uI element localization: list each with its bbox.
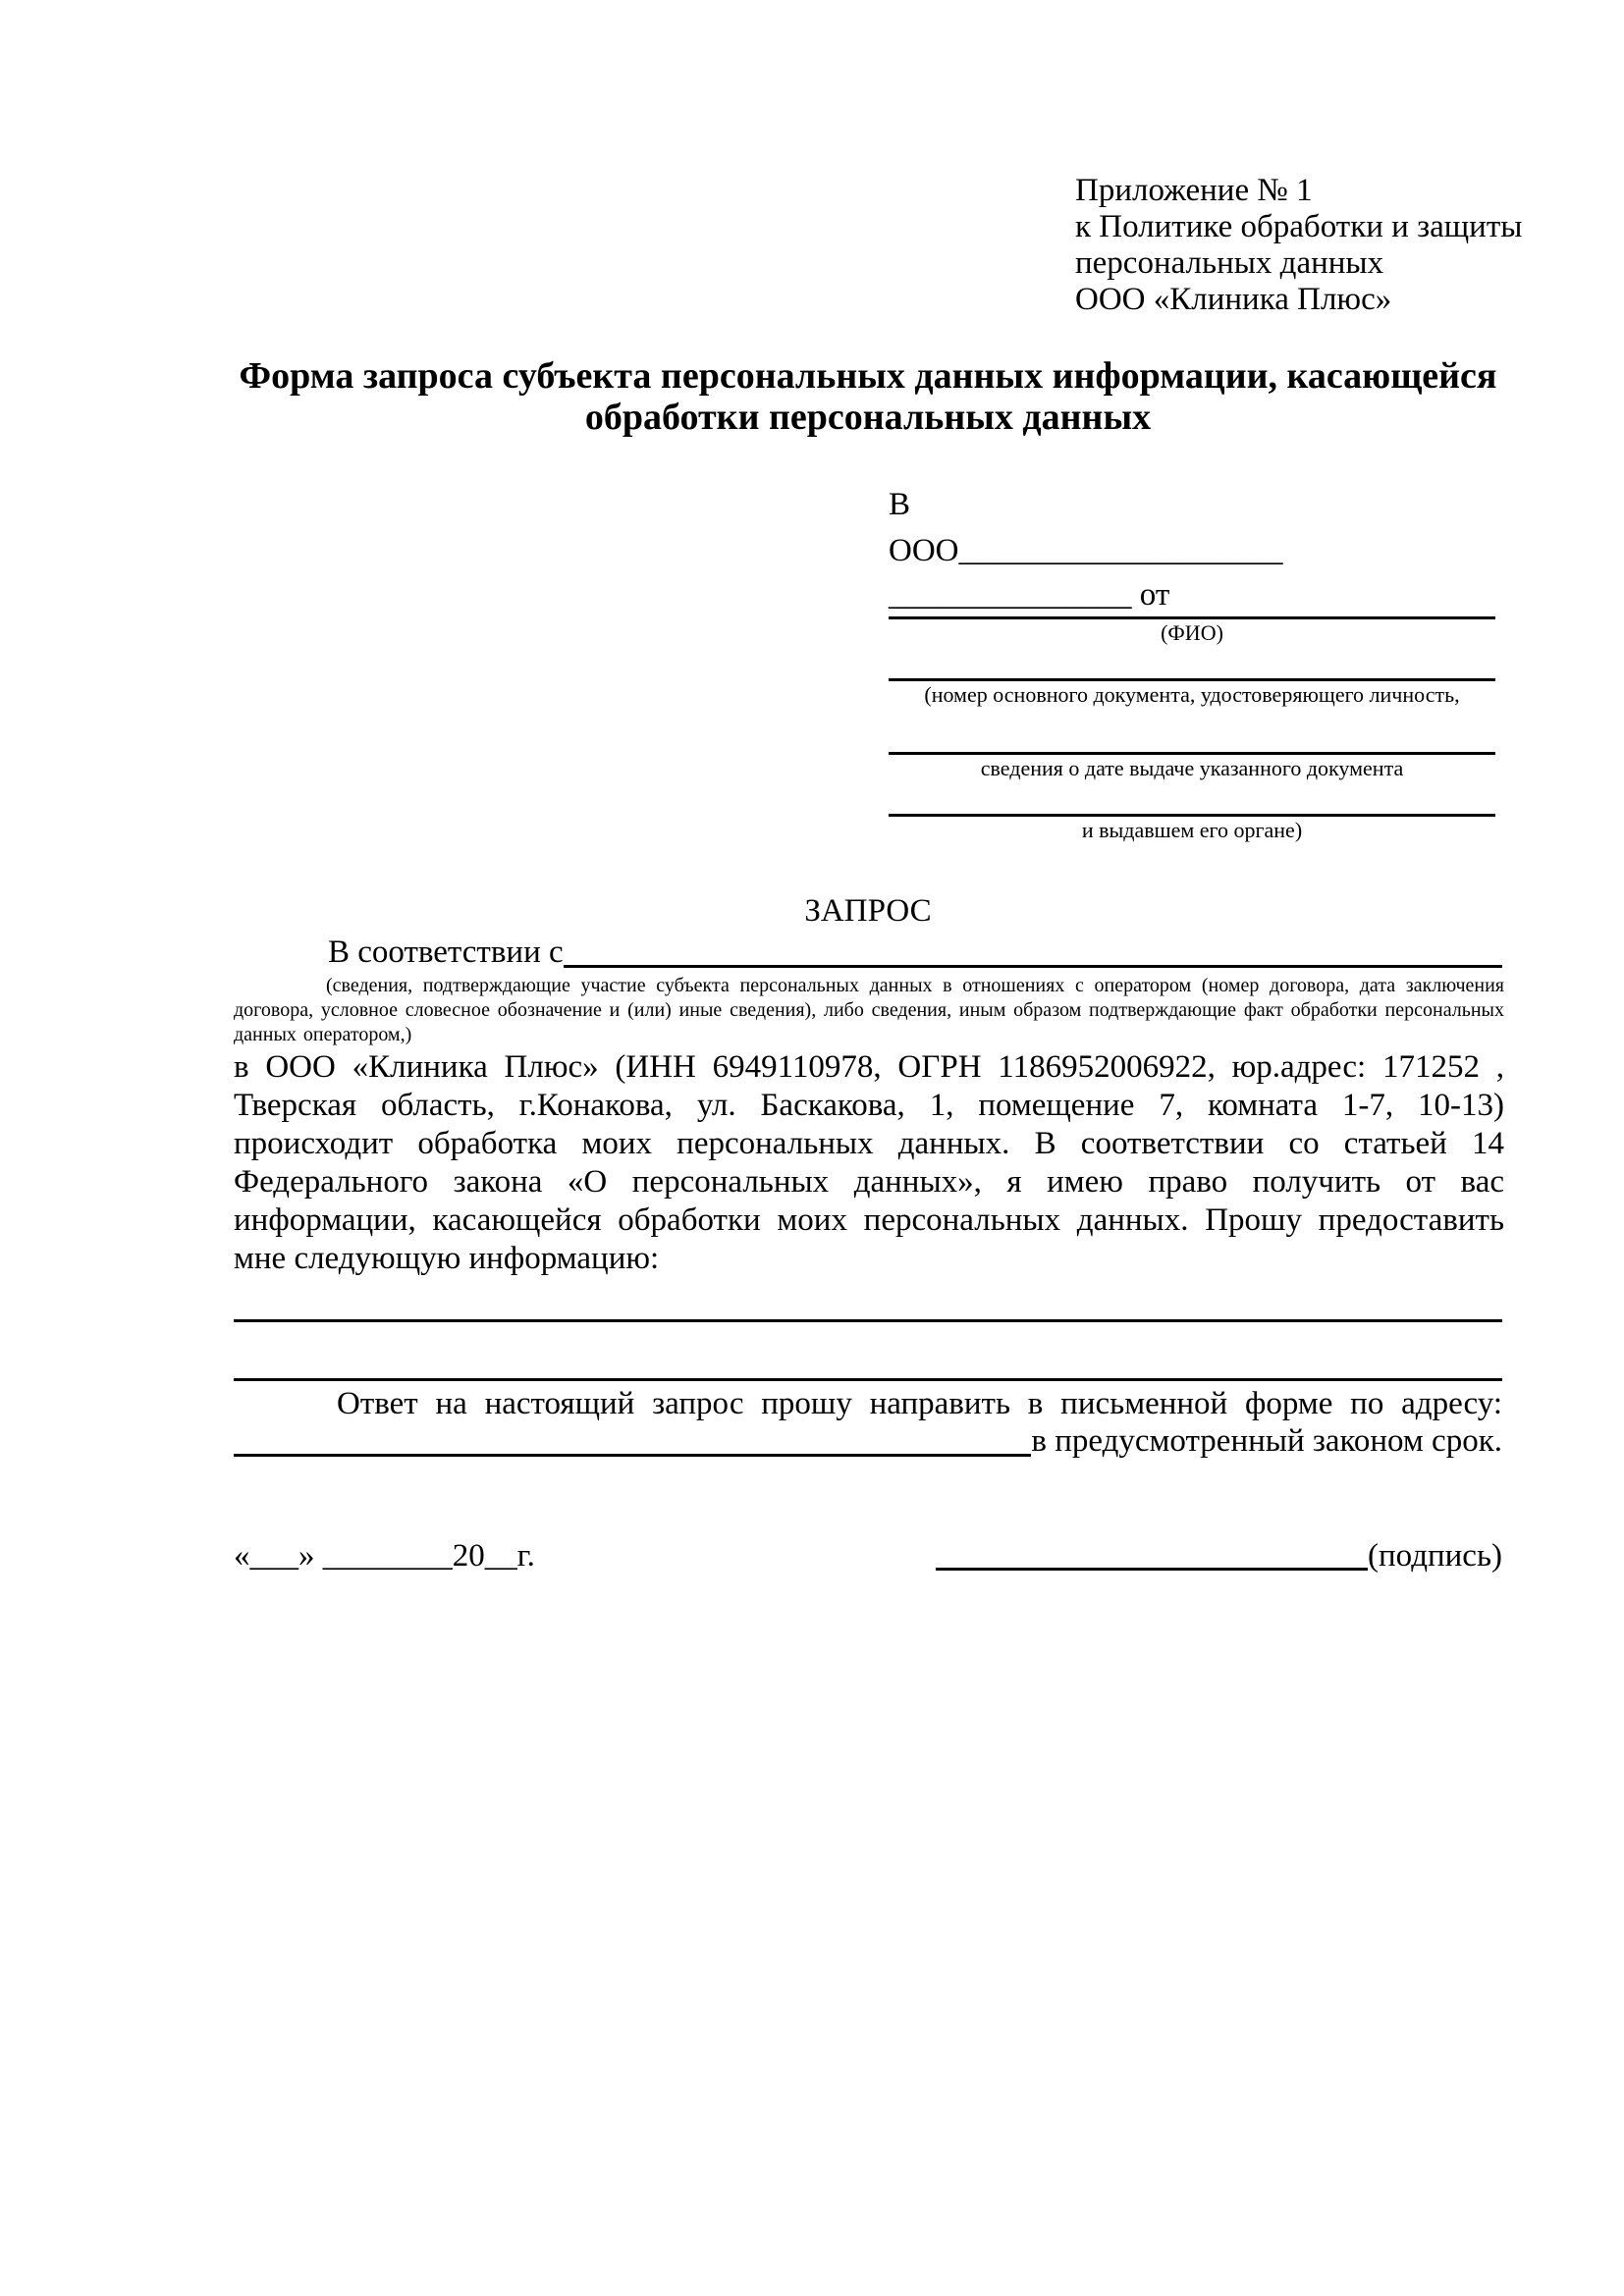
- appendix-line-4: ООО «Клиника Плюс»: [1075, 282, 1392, 317]
- response-address-line: Ответ на настоящий запрос прошу направить в письменной форме по адресу:: [337, 1386, 1502, 1421]
- doc-issuer-caption: и выдавшем его органе): [1081, 818, 1303, 842]
- doc-date-caption: сведения о дате выдаче указанного документа: [980, 756, 1404, 780]
- fio-caption: (ФИО): [1161, 620, 1223, 645]
- appendix-line-3: персональных данных: [1075, 245, 1384, 281]
- addressee-to-label: В: [889, 487, 911, 522]
- info-blank-line-1[interactable]: [234, 1319, 1502, 1322]
- appendix-line-2: к Политике обработки и защиты: [1075, 209, 1523, 244]
- addressee-block: [889, 481, 1495, 843]
- from-blank-row: [889, 573, 1495, 616]
- document-title: Форма запроса субъекта персональных данных информации, касающейся обработки персональных данных: [239, 355, 1497, 438]
- signature-caption: (подпись): [1368, 1538, 1502, 1574]
- from-blank-field[interactable]: _______________: [889, 577, 1132, 613]
- org-name-blank-field[interactable]: ООО____________________: [889, 533, 1283, 568]
- request-heading: ЗАПРОС: [804, 893, 932, 929]
- doc-number-caption: (номер основного документа, удостоверяющего личность,: [924, 682, 1460, 707]
- accordance-blank-line[interactable]: [564, 933, 1502, 968]
- request-body-paragraph: в ООО «Клиника Плюс» (ИНН 6949110978, ОГРН 1186952006922, юр.адрес: 171252 , Тверская область, г.Конакова, ул. Баскакова, 1, помещение 7, комната 1-7, 10-13) происходит обработка моих персональных данных. В соответствии со статьей 14 Федерального закона «О персональных данных», я имею право получить от вас информации, касающейся обработки моих персональных данных. Прошу предоставить мне следующую информацию:: [234, 1049, 1504, 1276]
- response-suffix: в предусмотренный законом срок.: [1031, 1423, 1502, 1459]
- from-label: от: [1139, 577, 1170, 613]
- date-blank-field[interactable]: «___» ________20__г.: [234, 1538, 535, 1574]
- signature-blank-line[interactable]: [936, 1568, 1368, 1571]
- appendix-header: [1075, 173, 1537, 318]
- accordance-row: [234, 933, 1502, 972]
- signature-group: [936, 1536, 1502, 1575]
- appendix-line-1: Приложение № 1: [1075, 173, 1313, 208]
- signature-row: [234, 1536, 1502, 1575]
- address-blank-field[interactable]: [234, 1421, 1031, 1457]
- info-blank-line-2[interactable]: [234, 1378, 1502, 1381]
- accordance-label: В соответствии с: [328, 934, 564, 970]
- response-address-row: [234, 1421, 1502, 1461]
- explanatory-note: (сведения, подтверждающие участие субъекта персональных данных в отношениях с оператором (номер договора, дата заключения договора, условное словесное обозначение и (или) иные сведения), либо сведения, иным образом подтверждающие факт обработки персональных данных оператором,): [234, 975, 1504, 1045]
